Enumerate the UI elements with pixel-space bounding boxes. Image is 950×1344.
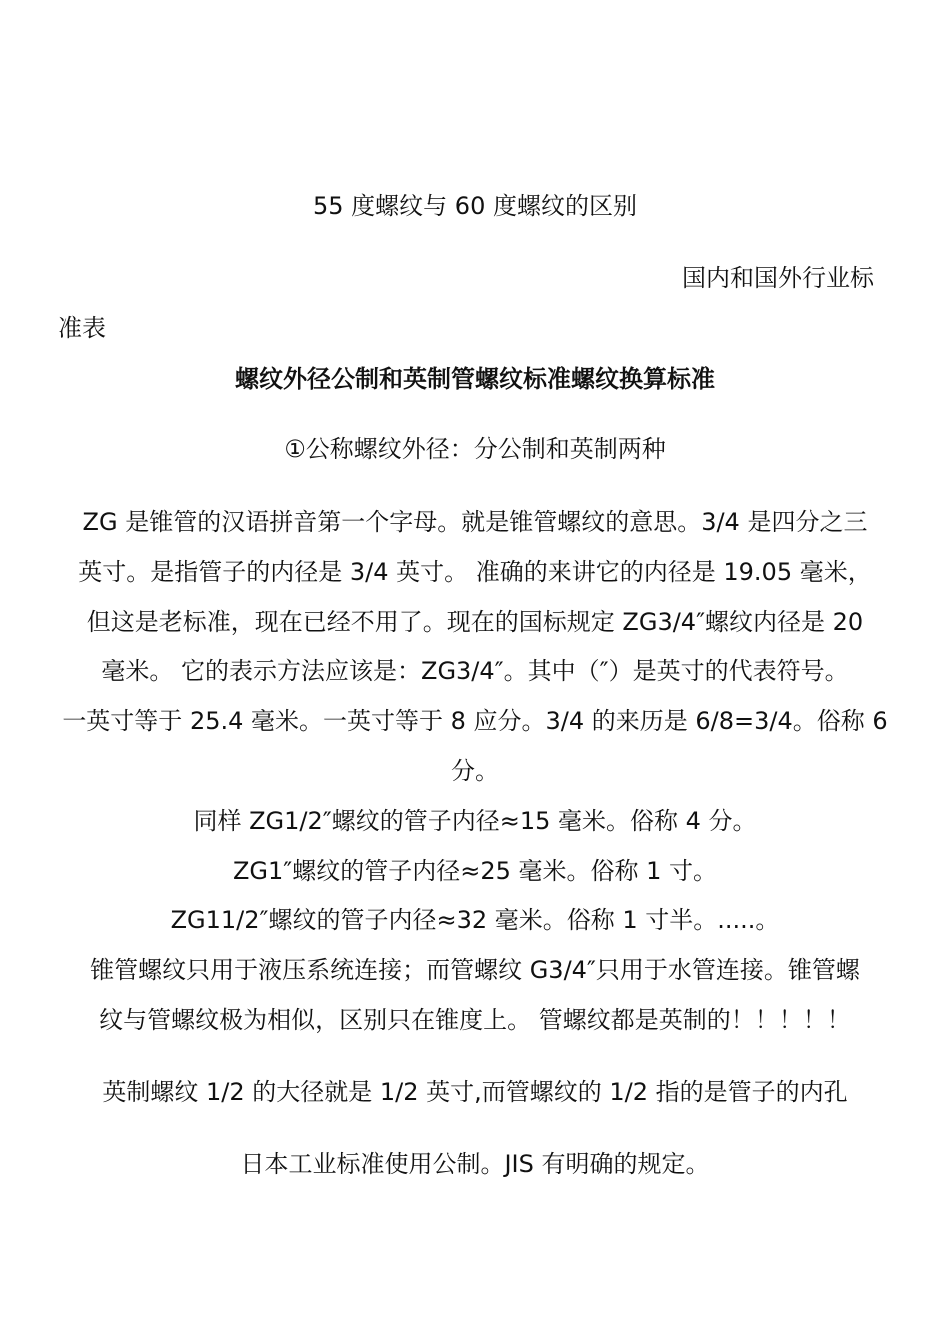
paragraph-line: 一英寸等于 25.4 毫米。一英寸等于 8 应分。3/4 的来历是 6/8=3/4。俗称 6 xyxy=(62,707,888,735)
paragraph-line: 日本工业标准使用公制。JIS 有明确的规定。 xyxy=(240,1150,710,1178)
source-line-1: 国内和国外行业标 xyxy=(682,264,874,292)
paragraph-line: 纹与管螺纹极为相似，区别只在锥度上。 管螺纹都是英制的！！！！！ xyxy=(99,1006,851,1034)
document-title: 55 度螺纹与 60 度螺纹的区别 xyxy=(313,192,637,220)
section-heading: 螺纹外径公制和英制管螺纹标准螺纹换算标准 xyxy=(235,365,715,393)
subheading: ①公称螺纹外径：分公制和英制两种 xyxy=(284,435,666,463)
paragraph-line: 英寸。是指管子的内径是 3/4 英寸。 准确的来讲它的内径是 19.05 毫米， xyxy=(78,558,872,586)
paragraph-line: 英制螺纹 1/2 的大径就是 1/2 英寸,而管螺纹的 1/2 指的是管子的内孔 xyxy=(102,1078,848,1106)
example-line: ZG1″螺纹的管子内径≈25 毫米。俗称 1 寸。 xyxy=(232,857,718,885)
paragraph-line: 锥管螺纹只用于液压系统连接；而管螺纹 G3/4″只用于水管连接。锥管螺 xyxy=(90,956,860,984)
paragraph-line: 但这是老标准，现在已经不用了。现在的国标规定 ZG3/4″螺纹内径是 20 xyxy=(86,608,864,636)
example-line: 同样 ZG1/2″螺纹的管子内径≈15 毫米。俗称 4 分。 xyxy=(193,807,757,835)
paragraph-line: ZG 是锥管的汉语拼音第一个字母。就是锥管螺纹的意思。3/4 是四分之三 xyxy=(82,508,868,536)
example-line: ZG11/2″螺纹的管子内径≈32 毫米。俗称 1 寸半。.....。 xyxy=(170,906,780,934)
paragraph-line: 毫米。 它的表示方法应该是：ZG3/4″。其中（″）是英寸的代表符号。 xyxy=(101,657,849,685)
paragraph-line: 分。 xyxy=(451,757,499,785)
source-line-2: 准表 xyxy=(58,314,106,342)
